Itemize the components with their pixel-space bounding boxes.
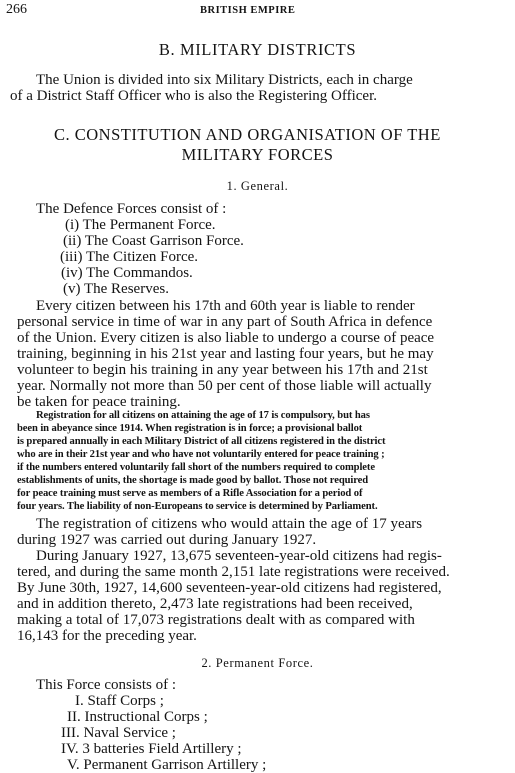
paragraph-line: and in addition thereto, 2,473 late registrations had been received, <box>17 596 413 612</box>
list-item: (v) The Reserves. <box>63 281 169 297</box>
paragraph-line: 16,143 for the preceding year. <box>17 628 197 644</box>
general-intro: The Defence Forces consist of : <box>36 201 227 217</box>
permanent-force-intro: This Force consists of : <box>36 677 176 693</box>
list-item: V. Permanent Garrison Artillery ; <box>67 757 267 773</box>
list-item: (ii) The Coast Garrison Force. <box>63 233 244 249</box>
list-item: (iv) The Commandos. <box>61 265 193 281</box>
list-item: III. Naval Service ; <box>61 725 176 741</box>
note-line: if the numbers entered voluntarily fall short of the numbers required to complete <box>17 462 375 473</box>
paragraph-line: training, beginning in his 21st year and lasting four years, but he may <box>17 346 434 362</box>
section-c-heading-line2: MILITARY FORCES <box>181 145 334 164</box>
note-line: establishments of units, the shortage is made good by ballot. Those not required <box>17 475 369 486</box>
paragraph-line: tered, and during the same month 2,151 late registrations were received. <box>17 564 450 580</box>
list-item: IV. 3 batteries Field Artillery ; <box>61 741 242 757</box>
section-b-line: of a District Staff Officer who is also the Registering Officer. <box>10 88 377 104</box>
paragraph-line: The registration of citizens who would attain the age of 17 years <box>36 516 423 532</box>
list-item: I. Staff Corps ; <box>75 693 164 709</box>
general-heading: 1. General. <box>226 179 289 193</box>
paragraph-line: During January 1927, 13,675 seventeen-year-old citizens had regis- <box>36 548 442 564</box>
note-line: who are in their 21st year and who have not voluntarily entered for peace training ; <box>17 449 385 460</box>
paragraph-line: be taken for peace training. <box>17 394 181 410</box>
paragraph-line: year. Normally not more than 50 per cent of those liable will actually <box>17 378 432 394</box>
list-item: II. Instructional Corps ; <box>67 709 208 725</box>
paragraph-line: making a total of 17,073 registrations dealt with as compared with <box>17 612 415 628</box>
permanent-force-heading: 2. Permanent Force. <box>201 656 314 670</box>
paragraph-line: of the Union. Every citizen is also liable to undergo a course of peace <box>17 330 435 346</box>
paragraph-line: volunteer to begin his training in any year between his 17th and 21st <box>17 362 428 378</box>
running-title: BRITISH EMPIRE <box>200 5 296 16</box>
section-b-line: The Union is divided into six Military Districts, each in charge <box>36 72 413 88</box>
section-c-heading: C. CONSTITUTION AND ORGANISATION OF THE <box>54 125 441 144</box>
note-line: four years. The liability of non-Europeans to service is determined by Parliament. <box>17 501 378 512</box>
paragraph-line: By June 30th, 1927, 14,600 seventeen-year-old citizens had registered, <box>17 580 442 596</box>
paragraph-line: during 1927 was carried out during January 1927. <box>17 532 317 548</box>
section-b-heading: B. MILITARY DISTRICTS <box>158 40 357 59</box>
note-line: is prepared annually in each Military District of all citizens registered in the district <box>17 436 386 447</box>
page-number: 266 <box>6 2 27 17</box>
list-item: (i) The Permanent Force. <box>65 217 216 233</box>
note-line: been in abeyance since 1914. When registration is in force; a provisional ballot <box>17 423 363 434</box>
note-line: for peace training must serve as members of a Rifle Association for a period of <box>17 488 363 499</box>
list-item: (iii) The Citizen Force. <box>60 249 199 265</box>
paragraph-line: Every citizen between his 17th and 60th year is liable to render <box>36 298 415 314</box>
note-line: Registration for all citizens on attaining the age of 17 is compulsory, but has <box>36 410 370 421</box>
paragraph-line: personal service in time of war in any part of South Africa in defence <box>17 314 433 330</box>
